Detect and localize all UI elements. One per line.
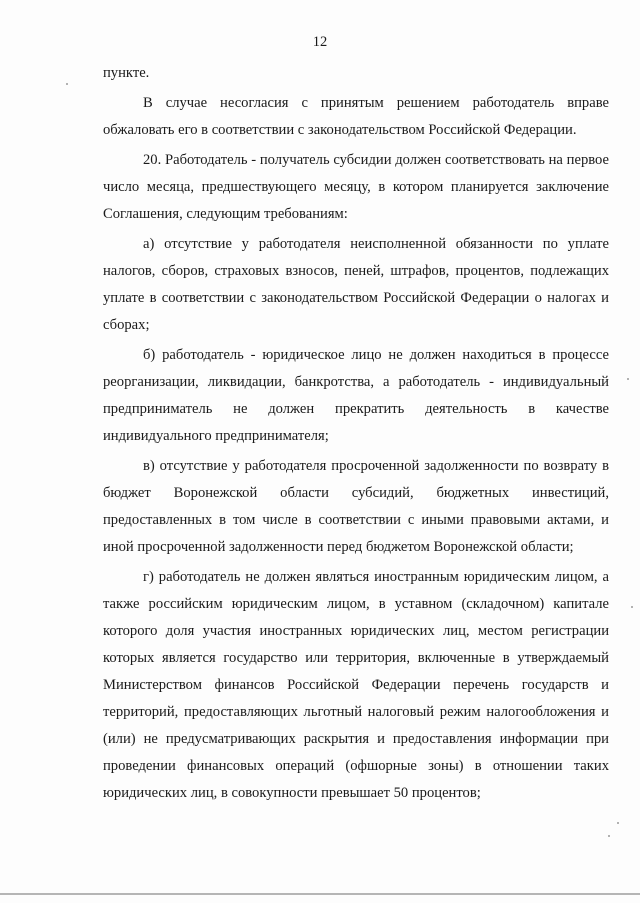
page-number: 12 bbox=[312, 34, 328, 50]
paragraph-item-20a: а) отсутствие у работодателя неисполненной обязанности по уплате налогов, сборов, страховых взносов, пеней, штрафов, процентов, подлежащих уплате в соответствии с законодательством Российской Федерации о налогах и сборах; bbox=[103, 236, 609, 333]
paragraph-item-20: 20. Работодатель - получатель субсидии должен соответствовать на первое число месяца, предшествующего месяцу, в котором планируется заключение Соглашения, следующим требованиям: bbox=[103, 152, 609, 222]
paragraph-item-20g: г) работодатель не должен являться иностранным юридическим лицом, а также российским юридическим лицом, в уставном (складочном) капитале которого доля участия иностранных юридических лиц, местом регистрации которых является государство или территория, включенные в утверждаемый Министерством финансов Российской Федерации перечень государств и территорий, предоставляющих льготный налоговый режим налогообложения и (или) не предусматривающих раскрытия и предоставления информации при проведении финансовых операций (офшорные зоны) в отношении таких юридических лиц, в совокупности превышает 50 процентов; bbox=[103, 569, 609, 801]
scan-bottom-edge bbox=[0, 893, 640, 895]
scan-speck bbox=[627, 378, 629, 380]
paragraph-item-20b: б) работодатель - юридическое лицо не должен находиться в процессе реорганизации, ликвидации, банкротства, а работодатель - индивидуальный предприниматель не должен прекратить деятельность в качестве индивидуального предпринимателя; bbox=[103, 347, 609, 444]
scan-speck bbox=[631, 606, 633, 608]
paragraph-item-20v: в) отсутствие у работодателя просроченной задолженности по возврату в бюджет Воронежской области субсидий, бюджетных инвестиций, предоставленных в том числе в соответствии с иными правовыми актами, и иной просроченной задолженности перед бюджетом Воронежской области; bbox=[103, 458, 609, 555]
scan-speck bbox=[66, 83, 68, 85]
document-body bbox=[103, 60, 609, 807]
paragraph-continuation: пункте. bbox=[103, 65, 150, 81]
scan-speck bbox=[617, 822, 619, 824]
paragraph-appeal: В случае несогласия с принятым решением работодатель вправе обжаловать его в соответствии с законодательством Российской Федерации. bbox=[103, 95, 609, 138]
scan-speck bbox=[608, 835, 610, 837]
